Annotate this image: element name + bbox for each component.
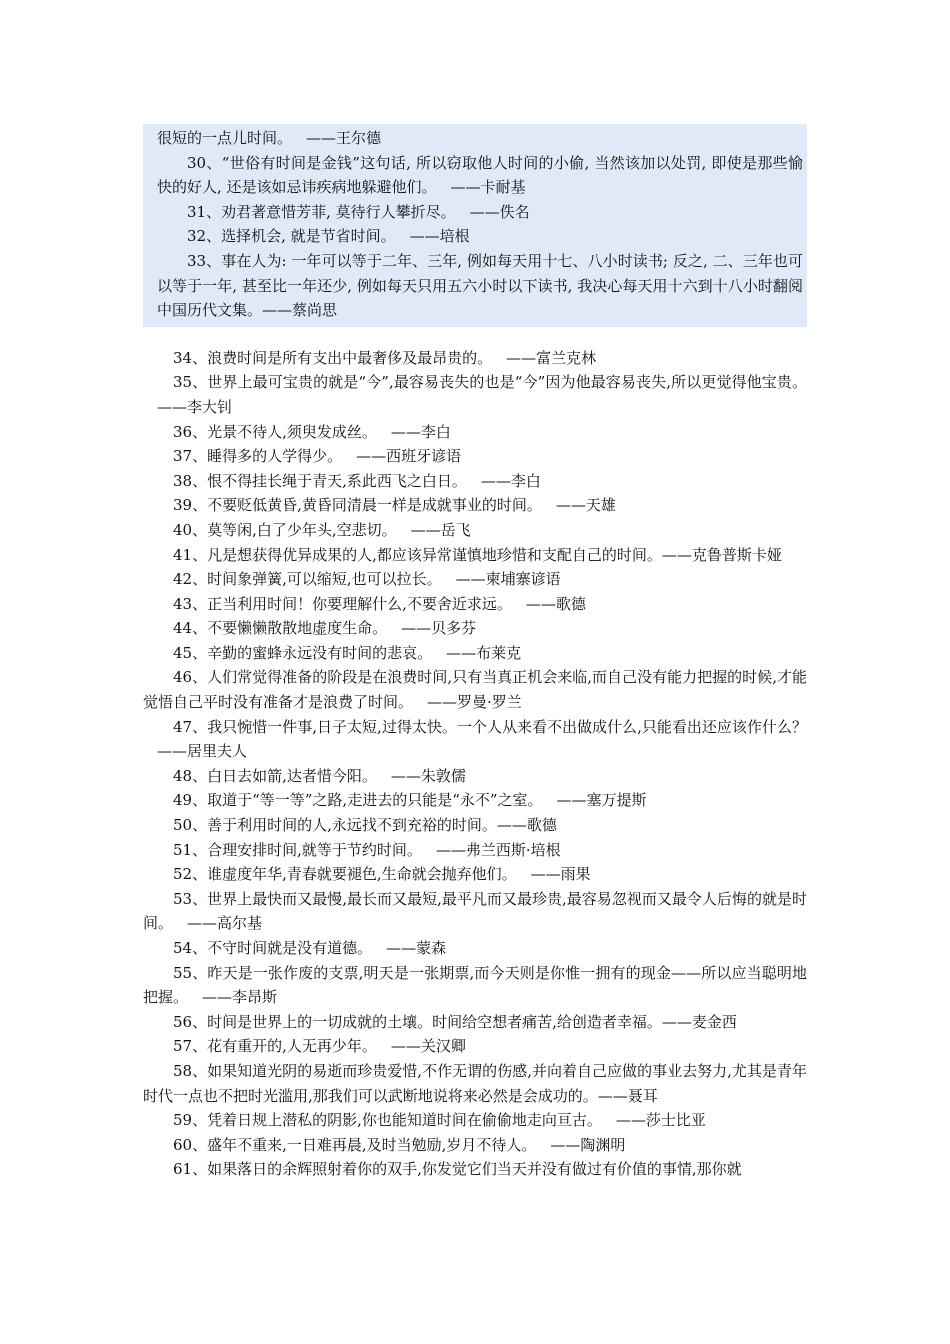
quote-text: 43、正当利用时间！你要理解什么,不要舍近求远。 xyxy=(173,594,512,613)
quote-author: ——罗曼·罗兰 xyxy=(427,693,522,712)
quote-item xyxy=(143,641,807,666)
quote-item xyxy=(157,126,803,151)
quote-text: 55、昨天是一张作废的支票,明天是一张期票,而今天则是你惟一拥有的现金——所以应当聪明地把握。 xyxy=(143,963,807,1007)
quote-item xyxy=(143,1010,807,1035)
quote-text: 36、光景不待人,须臾发成丝。 xyxy=(173,422,377,441)
quote-item xyxy=(143,493,807,518)
quote-item xyxy=(143,715,807,764)
quote-author: ——天雄 xyxy=(555,496,616,515)
quote-text: 48、白日去如箭,达者惜今阳。 xyxy=(173,766,377,785)
quote-text: 38、恨不得挂长绳于青天,系此西飞之白日。 xyxy=(173,471,467,490)
quote-author: ——岳飞 xyxy=(410,520,471,539)
quote-author: ——关汉卿 xyxy=(390,1037,466,1056)
quote-author: ——佚名 xyxy=(469,202,530,221)
quote-author: ——培根 xyxy=(409,227,470,246)
quote-item xyxy=(143,813,807,838)
quote-author: ——塞万提斯 xyxy=(556,791,647,810)
quote-text: 59、凭着日规上潜私的阴影,你也能知道时间在偷偷地走向亘古。 xyxy=(173,1111,602,1130)
quote-author: ——李昂斯 xyxy=(202,988,278,1007)
quote-author: ——李白 xyxy=(390,422,451,441)
quote-item xyxy=(143,1133,807,1158)
quote-item xyxy=(143,862,807,887)
quote-text: 41、凡是想获得优异成果的人,都应该异常谨慎地珍惜和支配自己的时间。——克鲁普斯卡娅 xyxy=(173,545,782,564)
quote-text: 40、莫等闲,白了少年头,空悲切。 xyxy=(173,520,397,539)
quote-item xyxy=(143,1034,807,1059)
quote-text: 54、不守时间就是没有道德。 xyxy=(173,939,373,957)
quote-author: ——高尔基 xyxy=(187,914,263,933)
quote-item xyxy=(143,764,807,789)
quote-item xyxy=(143,616,807,641)
quote-author: ——柬埔寨谚语 xyxy=(455,570,561,589)
quote-author: ——西班牙谚语 xyxy=(356,447,462,466)
quote-item xyxy=(143,1157,807,1182)
quote-item xyxy=(143,370,807,419)
quote-text: 49、取道于“等一等”之路,走进去的只能是“永不”之室。 xyxy=(173,791,543,810)
quote-text: 30、“世俗有时间是金钱”这句话, 所以窃取他人时间的小偷, 当然该加以处罚, 即使是那些愉快的好人, 还是该如忌讳疾病地躲避他们。 xyxy=(157,153,803,197)
quote-text: 52、谁虚度年华,青春就要褪色,生命就会抛弃他们。 xyxy=(173,865,517,884)
quote-text: 42、时间象弹簧,可以缩短,也可以拉长。 xyxy=(173,570,442,589)
quote-author: ——布莱克 xyxy=(446,643,522,662)
document-page xyxy=(143,124,807,1182)
quote-text: 31、劝君著意惜芳菲, 莫待行人攀折尽。 xyxy=(187,202,456,221)
quote-author: ——李大钊 xyxy=(157,397,233,416)
quote-author: ——弗兰西斯·培根 xyxy=(435,840,561,859)
quote-text: 34、浪费时间是所有支出中最奢侈及最昂贵的。 xyxy=(173,348,493,367)
quote-text: 33、事在人为: 一年可以等于二年、三年, 例如每天用十七、八小时读书; 反之, 二、三年也可以等于一年, 甚至比一年还少, 例如每天只用五六小时以下读书, 我决心每天用十六到十八小时翻阅中国历代文集。——蔡尚思 xyxy=(157,251,803,320)
quote-item xyxy=(143,961,807,1010)
quote-item xyxy=(157,200,803,225)
quote-text: 45、辛勤的蜜蜂永远没有时间的悲哀。 xyxy=(173,643,433,662)
quote-text: 37、睡得多的人学得少。 xyxy=(173,447,343,466)
quote-author: ——歌德 xyxy=(525,594,586,613)
quote-text: 很短的一点儿时间。 xyxy=(157,129,293,147)
quote-author: ——陶渊明 xyxy=(550,1135,626,1154)
quote-author: ——蒙森 xyxy=(386,939,447,957)
quote-item xyxy=(143,420,807,445)
quote-text: 51、合理安排时间,就等于节约时间。 xyxy=(173,840,422,859)
quote-author: ——莎士比亚 xyxy=(615,1111,706,1130)
quote-text: 47、我只惋惜一件事,日子太短,过得太快。一个人从来看不出做成什么,只能看出还应该作什么？ xyxy=(173,717,807,736)
quote-item xyxy=(143,543,807,568)
quote-item xyxy=(143,838,807,863)
quote-text: 57、花有重开的,人无再少年。 xyxy=(173,1037,377,1056)
quote-item xyxy=(157,151,803,200)
quote-item xyxy=(143,567,807,592)
quote-item xyxy=(143,518,807,543)
quote-item xyxy=(143,887,807,936)
quote-text: 39、不要贬低黄昏,黄昏同清晨一样是成就事业的时间。 xyxy=(173,496,542,515)
quote-item xyxy=(157,224,803,249)
quote-item xyxy=(143,788,807,813)
quote-item xyxy=(143,346,807,371)
quote-text: 56、时间是世界上的一切成就的土壤。时间给空想者痛苦,给创造者幸福。——麦金西 xyxy=(173,1012,737,1031)
quote-list xyxy=(143,346,807,1182)
quote-item xyxy=(143,1059,807,1108)
quote-item xyxy=(143,592,807,617)
quote-text: 61、如果落日的余辉照射着你的双手,你发觉它们当天并没有做过有价值的事情,那你就 xyxy=(173,1160,742,1179)
highlighted-quote-block xyxy=(143,124,807,327)
quote-author: ——王尔德 xyxy=(306,129,382,147)
quote-text: 44、不要懒懒散散地虚度生命。 xyxy=(173,619,388,638)
quote-author: ——朱敦儒 xyxy=(390,766,466,785)
quote-text: 32、选择机会, 就是节省时间。 xyxy=(187,227,396,246)
quote-author: ——卡耐基 xyxy=(450,178,526,197)
quote-text: 50、善于利用时间的人,永远找不到充裕的时间。——歌德 xyxy=(173,816,557,835)
quote-item xyxy=(143,936,807,961)
quote-text: 35、世界上最可宝贵的就是“今”,最容易丧失的也是“今”因为他最容易丧失,所以更觉得他宝贵。 xyxy=(173,373,807,392)
quote-author: ——贝多芬 xyxy=(401,619,477,638)
quote-text: 58、如果知道光阴的易逝而珍贵爱惜,不作无谓的伤感,并向着自己应做的事业去努力,尤其是青年时代一点也不把时光滥用,那我们可以武断地说将来必然是会成功的。——聂耳 xyxy=(143,1061,807,1105)
quote-author: ——李白 xyxy=(480,471,541,490)
quote-author: ——富兰克林 xyxy=(506,348,597,367)
quote-item xyxy=(143,665,807,714)
quote-author: ——雨果 xyxy=(530,865,591,884)
quote-text: 53、世界上最快而又最慢,最长而又最短,最平凡而又最珍贵,最容易忽视而又最令人后悔的就是时间。 xyxy=(143,889,807,933)
quote-item xyxy=(143,1108,807,1133)
quote-author: ——居里夫人 xyxy=(157,742,248,761)
quote-item xyxy=(143,444,807,469)
quote-item xyxy=(143,469,807,494)
quote-text: 46、人们常觉得准备的阶段是在浪费时间,只有当真正机会来临,而自己没有能力把握的时候,才能觉悟自己平时没有准备才是浪费了时间。 xyxy=(143,668,807,712)
quote-item xyxy=(157,249,803,323)
quote-text: 60、盛年不重来,一日难再晨,及时当勉励,岁月不待人。 xyxy=(173,1135,537,1154)
